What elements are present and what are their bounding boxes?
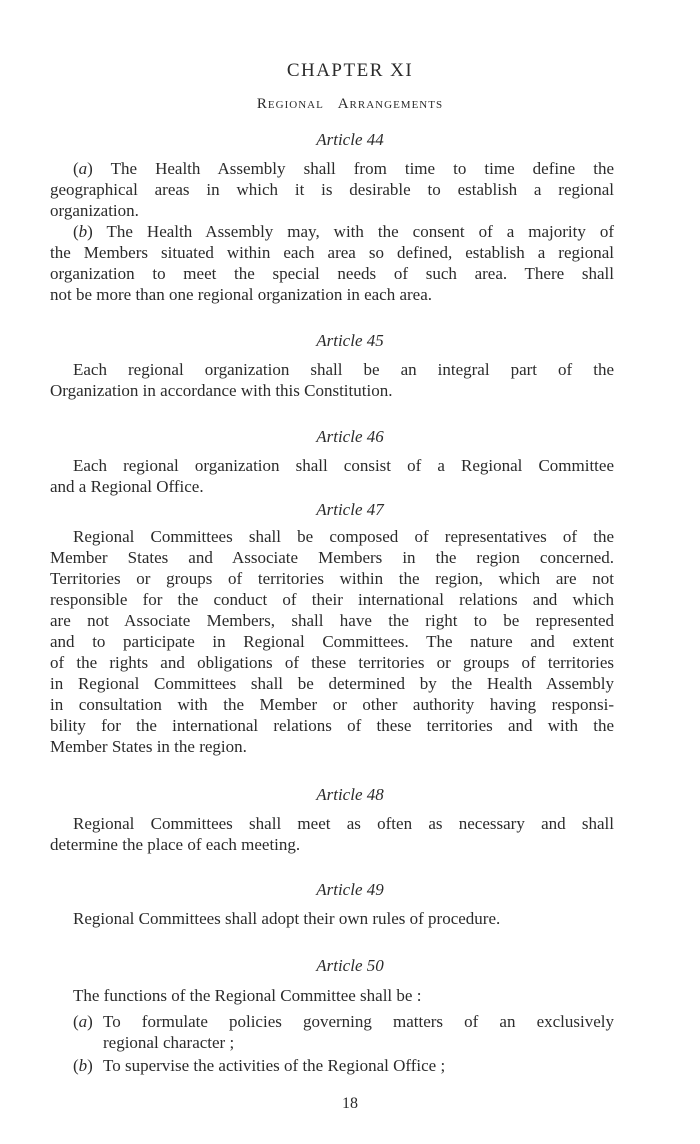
- paragraph: [50, 455, 614, 497]
- article-heading: Article 46: [316, 427, 384, 446]
- article-heading: Article 49: [316, 880, 384, 899]
- text-line: bility for the international relations of these territories and with the: [50, 716, 614, 735]
- text-line: organization.: [50, 201, 139, 220]
- paragraph: [50, 158, 614, 221]
- paragraph: [50, 526, 614, 757]
- article-heading: Article 44: [316, 130, 384, 149]
- list-item: [73, 1055, 614, 1076]
- text-line: not be more than one regional organization in each area.: [50, 285, 433, 304]
- text-line: To supervise the activities of the Regional Office ;: [103, 1056, 446, 1075]
- text-line: are not Associate Members, shall have the right to be represented: [50, 611, 614, 630]
- text-line: Each regional organization shall consist of a Regional Committee: [73, 456, 614, 475]
- text-line: Organization in accordance with this Constitution.: [50, 381, 393, 400]
- paragraph: [50, 221, 614, 305]
- page-number: 18: [342, 1095, 358, 1112]
- text-line: Territories or groups of territories within the region, which are not: [50, 569, 614, 588]
- text-line: Member States in the region.: [50, 737, 247, 756]
- text-line: Regional Committees shall meet as often as necessary and shall: [73, 814, 614, 833]
- text-line: the Members situated within each area so defined, establish a regional: [50, 243, 614, 262]
- paragraph: [50, 813, 614, 855]
- article-heading: Article 47: [316, 500, 384, 519]
- section-title: Regional Arrangements: [256, 96, 444, 112]
- text-line: The functions of the Regional Committee shall be :: [73, 986, 422, 1005]
- text-line: and a Regional Office.: [50, 477, 204, 496]
- text-line: regional character ;: [103, 1033, 235, 1052]
- text-line: To formulate policies governing matters of an exclusively: [103, 1012, 614, 1031]
- article-heading: Article 50: [316, 956, 384, 975]
- text-line: Each regional organization shall be an integral part of the: [73, 360, 614, 379]
- list-item: [73, 1011, 614, 1053]
- chapter-title: CHAPTER XI: [286, 60, 414, 81]
- text-line: (b) The Health Assembly may, with the consent of a majority of: [73, 222, 614, 241]
- text-line: in consultation with the Member or other authority having responsi-: [50, 695, 614, 714]
- article-heading: Article 45: [316, 331, 384, 350]
- text-line: geographical areas in which it is desirable to establish a regional: [50, 180, 614, 199]
- text-line: Regional Committees shall be composed of representatives of the: [73, 527, 614, 546]
- paragraph: [50, 359, 614, 401]
- text-line: organization to meet the special needs of such area. There shall: [50, 264, 614, 283]
- paragraph: [50, 985, 614, 1006]
- paragraph: [50, 908, 614, 929]
- text-line: of the rights and obligations of these territories or groups of territories: [50, 653, 614, 672]
- list-item-label: (a): [73, 1012, 93, 1031]
- text-line: (a) The Health Assembly shall from time to time define the: [73, 159, 614, 178]
- article-heading: Article 48: [316, 785, 384, 804]
- text-line: Member States and Associate Members in the region concerned.: [50, 548, 614, 567]
- text-line: determine the place of each meeting.: [50, 835, 301, 854]
- text-line: in Regional Committees shall be determined by the Health Assembly: [50, 674, 614, 693]
- text-line: Regional Committees shall adopt their own rules of procedure.: [73, 909, 501, 928]
- list-item-label: (b): [73, 1056, 93, 1075]
- text-line: responsible for the conduct of their international relations and which: [50, 590, 614, 609]
- text-line: and to participate in Regional Committees. The nature and extent: [50, 632, 614, 651]
